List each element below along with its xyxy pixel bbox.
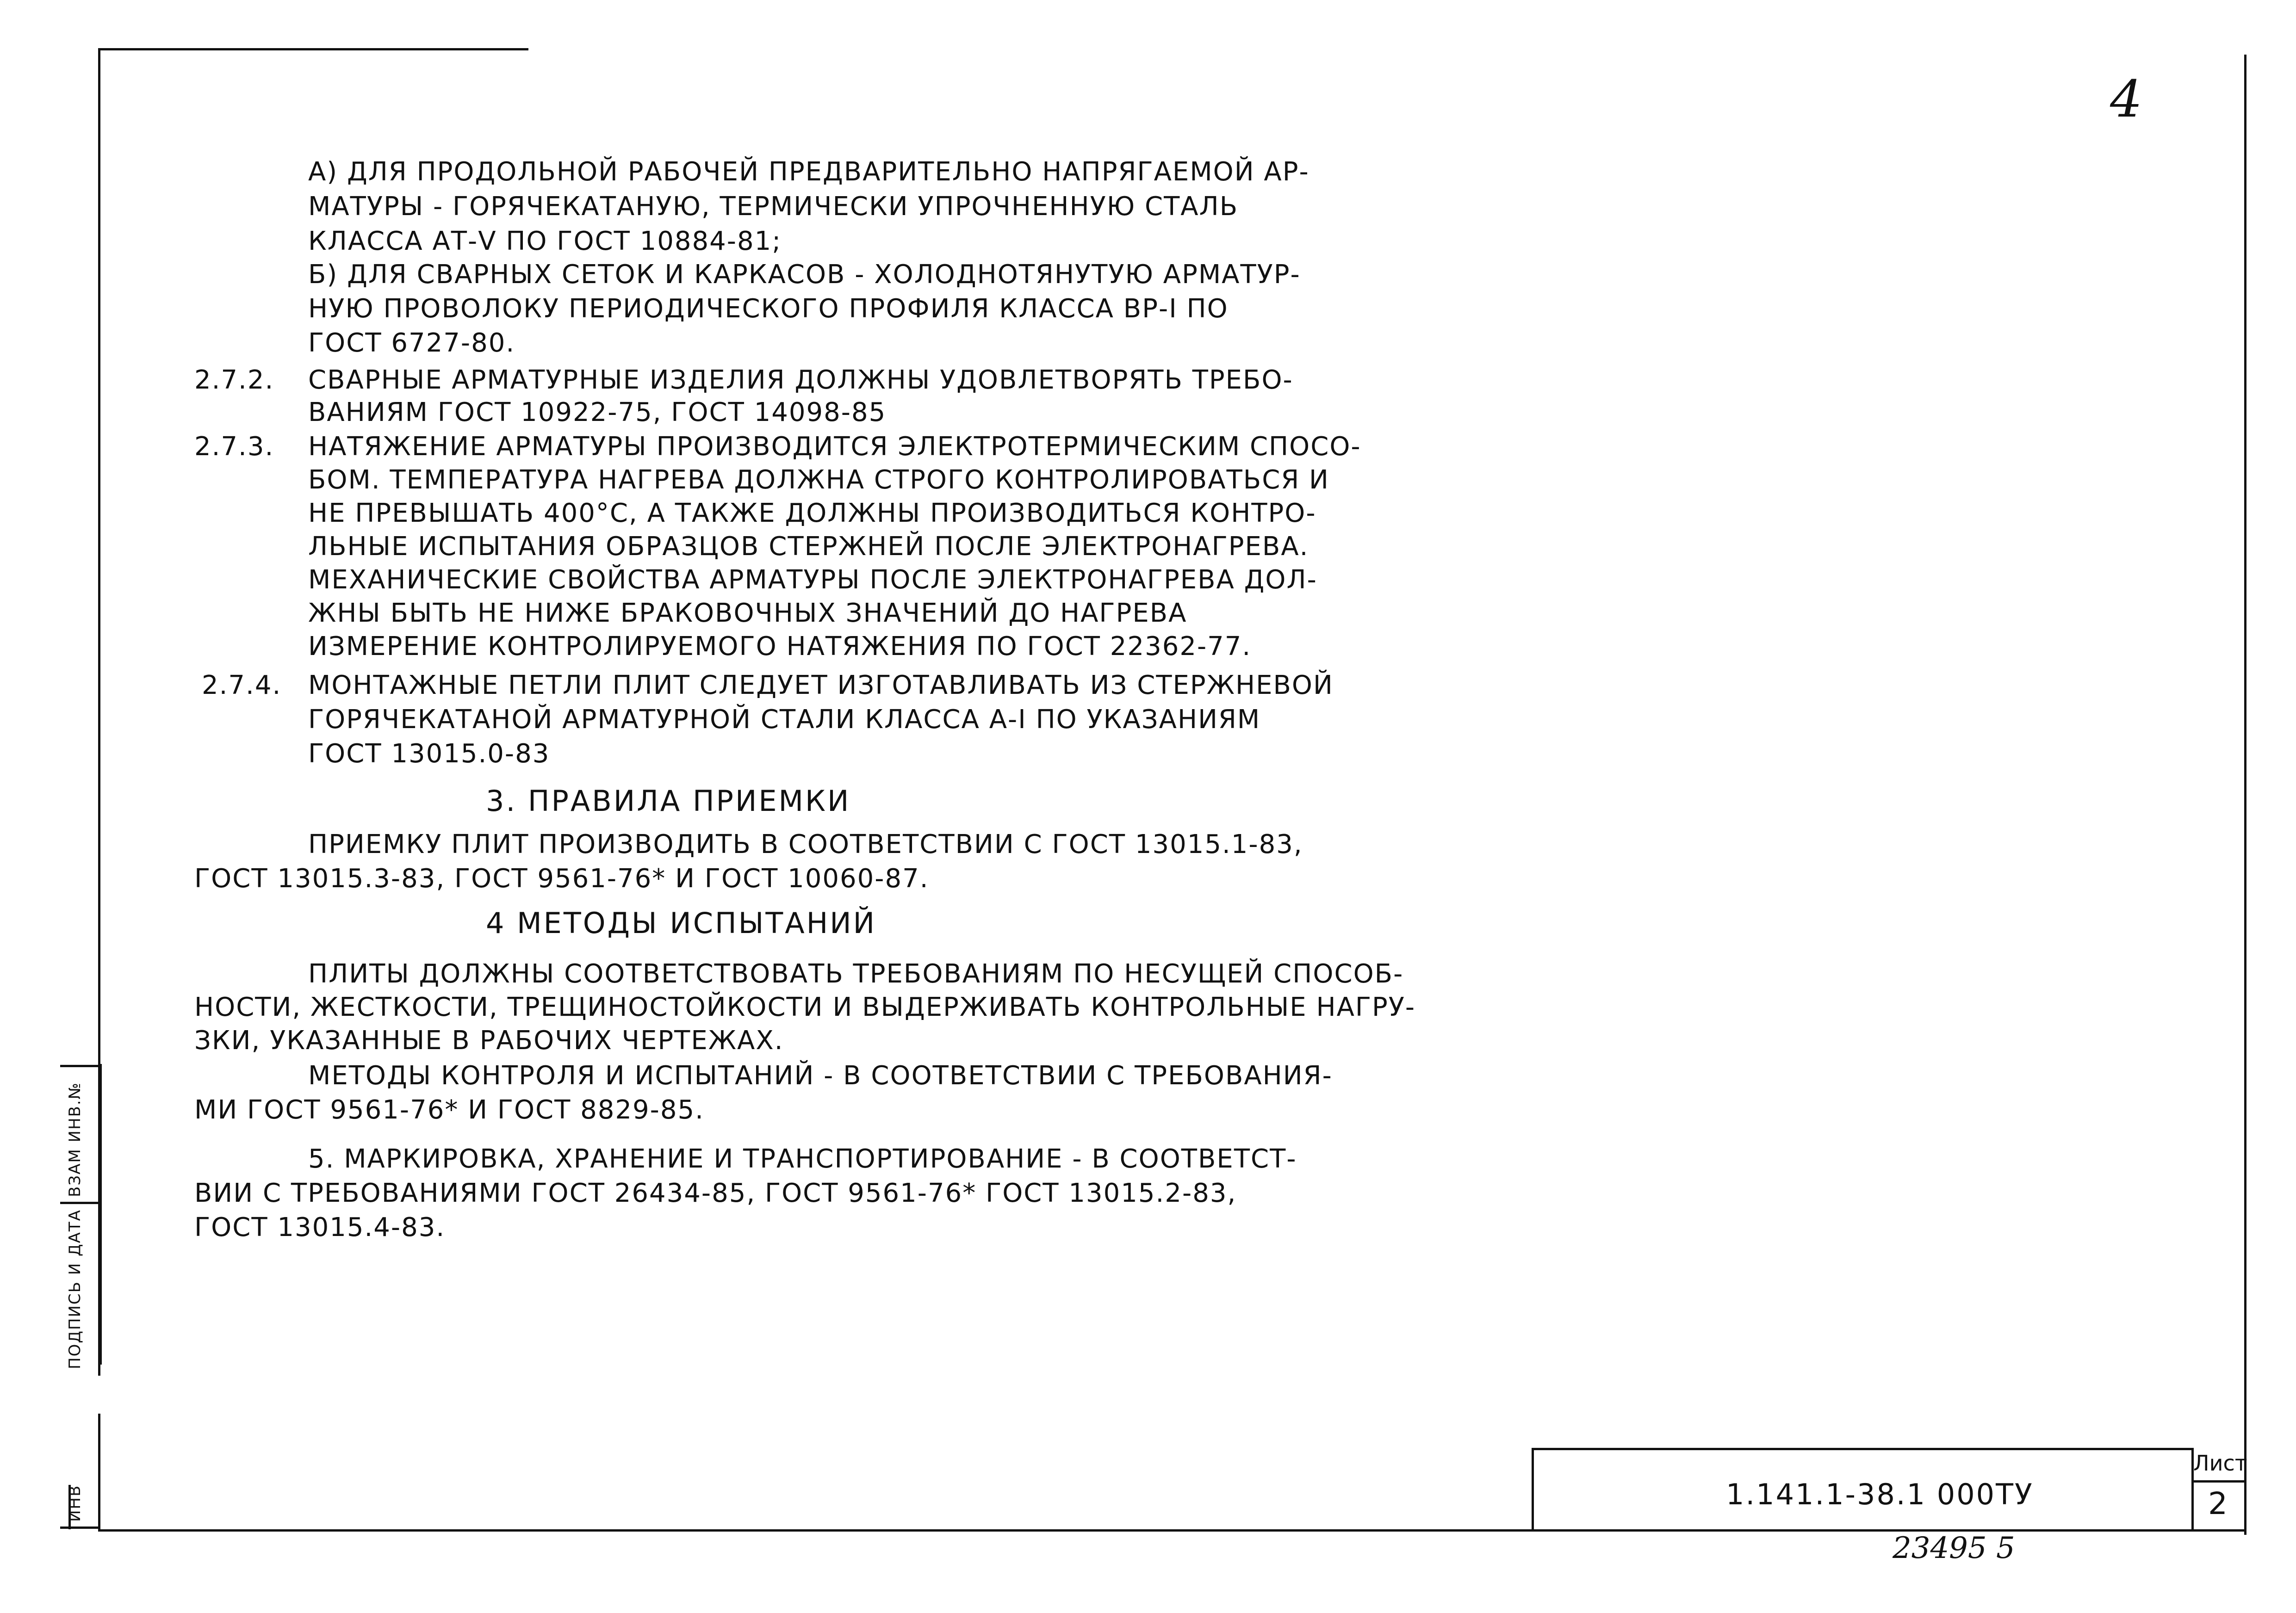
stamp-sheet-number: 2 <box>2208 1486 2228 1521</box>
section-2-7-3-line3: НЕ ПРЕВЫШАТЬ 400°С, А ТАКЖЕ ДОЛЖНЫ ПРОИЗВОДИТЬСЯ КОНТРО- <box>308 498 1316 528</box>
para-a-line3: КЛАССА АТ-V ПО ГОСТ 10884-81; <box>308 226 782 256</box>
stamp-handwritten-number: 23495 5 <box>1893 1531 2015 1565</box>
side-label-podpis: ПОДПИСЬ И ДАТА <box>66 1209 84 1369</box>
stamp-document-code: 1.141.1-38.1 000ТУ <box>1726 1477 2034 1511</box>
stamp-sheet-mid-line <box>2191 1480 2246 1483</box>
section-5-line3: ГОСТ 13015.4-83. <box>194 1212 446 1242</box>
section-5-line2: ВИИ С ТРЕБОВАНИЯМИ ГОСТ 26434-85, ГОСТ 9561-76* ГОСТ 13015.2-83, <box>194 1178 1237 1208</box>
section-2-7-3-number: 2.7.3. <box>194 432 274 462</box>
stamp-left-line <box>1532 1448 1534 1531</box>
para-b-line1: Б) ДЛЯ СВАРНЫХ СЕТОК И КАРКАСОВ - ХОЛОДНОТЯНУТУЮ АРМАТУР- <box>308 260 1301 290</box>
section-4-line4: МЕТОДЫ КОНТРОЛЯ И ИСПЫТАНИЙ - В СООТВЕТСТВИИ С ТРЕБОВАНИЯ- <box>308 1061 1333 1091</box>
section-2-7-4-line1: МОНТАЖНЫЕ ПЕТЛИ ПЛИТ СЛЕДУЕТ ИЗГОТАВЛИВАТЬ ИЗ СТЕРЖНЕВОЙ <box>308 670 1334 700</box>
heading-section-3: 3. ПРАВИЛА ПРИЕМКИ <box>486 784 851 818</box>
side-strip-left-edge <box>98 1414 100 1529</box>
stamp-top-line <box>1532 1448 2193 1450</box>
section-4-line2: НОСТИ, ЖЕСТКОСТИ, ТРЕЩИНОСТОЙКОСТИ И ВЫДЕРЖИВАТЬ КОНТРОЛЬНЫЕ НАГРУ- <box>194 992 1416 1022</box>
heading-section-4: 4 МЕТОДЫ ИСПЫТАНИЙ <box>486 906 877 940</box>
section-2-7-3-line2: БОМ. ТЕМПЕРАТУРА НАГРЕВА ДОЛЖНА СТРОГО КОНТРОЛИРОВАТЬСЯ И <box>308 465 1329 495</box>
side-strip-divider-2 <box>60 1202 100 1204</box>
section-2-7-3-line1: НАТЯЖЕНИЕ АРМАТУРЫ ПРОИЗВОДИТСЯ ЭЛЕКТРОТЕРМИЧЕСКИМ СПОСО- <box>308 432 1361 462</box>
section-4-line5: МИ ГОСТ 9561-76* И ГОСТ 8829-85. <box>194 1095 704 1125</box>
frame-top-left-line <box>98 48 528 50</box>
section-4-line1: ПЛИТЫ ДОЛЖНЫ СООТВЕТСТВОВАТЬ ТРЕБОВАНИЯМ ПО НЕСУЩЕЙ СПОСОБ- <box>308 959 1404 989</box>
side-strip-divider-1 <box>60 1065 100 1067</box>
section-2-7-3-line5: МЕХАНИЧЕСКИЕ СВОЙСТВА АРМАТУРЫ ПОСЛЕ ЭЛЕКТРОНАГРЕВА ДОЛ- <box>308 565 1317 595</box>
side-strip-divider-3 <box>60 1526 100 1529</box>
para-a-line2: МАТУРЫ - ГОРЯЧЕКАТАНУЮ, ТЕРМИЧЕСКИ УПРОЧНЕННУЮ СТАЛЬ <box>308 192 1239 222</box>
section-2-7-4-line2: ГОРЯЧЕКАТАНОЙ АРМАТУРНОЙ СТАЛИ КЛАССА А-I ПО УКАЗАНИЯМ <box>308 705 1261 735</box>
section-2-7-4-line3: ГОСТ 13015.0-83 <box>308 739 550 769</box>
section-5-line1: 5. МАРКИРОВКА, ХРАНЕНИЕ И ТРАНСПОРТИРОВАНИЕ - В СООТВЕТСТ- <box>308 1144 1297 1174</box>
section-2-7-3-line6: ЖНЫ БЫТЬ НЕ НИЖЕ БРАКОВОЧНЫХ ЗНАЧЕНИЙ ДО НАГРЕВА <box>308 598 1187 628</box>
section-4-line3: ЗКИ, УКАЗАННЫЕ В РАБОЧИХ ЧЕРТЕЖАХ. <box>194 1026 784 1056</box>
section-2-7-3-line7: ИЗМЕРЕНИЕ КОНТРОЛИРУЕМОГО НАТЯЖЕНИЯ ПО ГОСТ 22362-77. <box>308 631 1252 661</box>
section-2-7-4-number: 2.7.4. <box>202 670 282 700</box>
side-label-vzam: ВЗАМ ИНВ.№ <box>66 1082 84 1197</box>
para-b-line3: ГОСТ 6727-80. <box>308 328 515 358</box>
section-3-line1: ПРИЕМКУ ПЛИТ ПРОИЗВОДИТЬ В СООТВЕТСТВИИ С ГОСТ 13015.1-83, <box>308 829 1303 859</box>
para-a-line1: А) ДЛЯ ПРОДОЛЬНОЙ РАБОЧЕЙ ПРЕДВАРИТЕЛЬНО НАПРЯГАЕМОЙ АР- <box>308 157 1309 187</box>
section-2-7-2-line1: СВАРНЫЕ АРМАТУРНЫЕ ИЗДЕЛИЯ ДОЛЖНЫ УДОВЛЕТВОРЯТЬ ТРЕБО- <box>308 365 1293 395</box>
side-strip-rule <box>99 1064 102 1365</box>
section-2-7-2-line2: ВАНИЯМ ГОСТ 10922-75, ГОСТ 14098-85 <box>308 397 887 427</box>
section-3-line2: ГОСТ 13015.3-83, ГОСТ 9561-76* И ГОСТ 10060-87. <box>194 864 929 894</box>
section-2-7-3-line4: ЛЬНЫЕ ИСПЫТАНИЯ ОБРАЗЦОВ СТЕРЖНЕЙ ПОСЛЕ ЭЛЕКТРОНАГРЕВА. <box>308 531 1309 562</box>
side-label-inv: ИНВ <box>66 1484 84 1522</box>
frame-right-line <box>2244 55 2246 1535</box>
para-b-line2: НУЮ ПРОВОЛОКУ ПЕРИОДИЧЕСКОГО ПРОФИЛЯ КЛАССА ВР-I ПО <box>308 294 1229 324</box>
page-mark: 4 <box>2110 69 2142 129</box>
stamp-sheet-label: Лист <box>2193 1451 2247 1476</box>
section-2-7-2-number: 2.7.2. <box>194 365 274 395</box>
